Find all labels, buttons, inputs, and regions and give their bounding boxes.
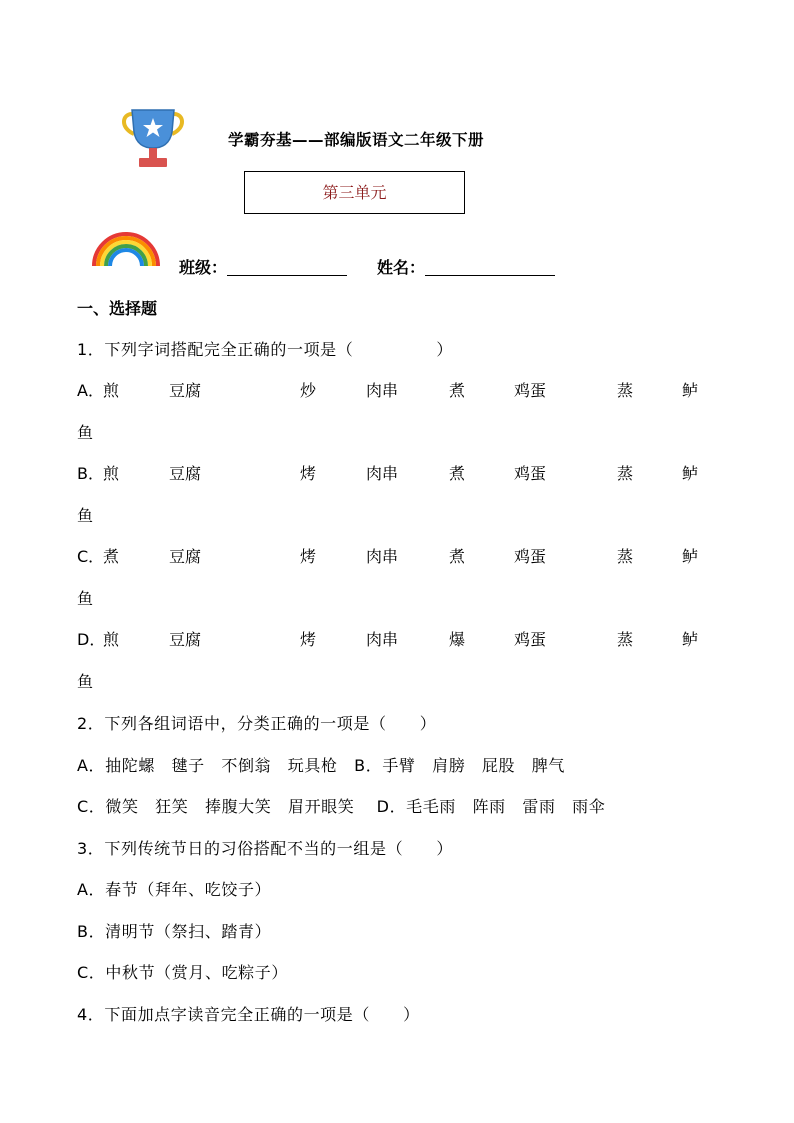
q3-option-a: A．春节（拜年、吃饺子）: [77, 880, 272, 899]
option-word: 煎: [103, 381, 120, 400]
q1-option-c: [77, 544, 777, 564]
option-prefix: A．: [77, 381, 104, 400]
q1-stem: 1．下列字词搭配完全正确的一项是（ ）: [77, 340, 453, 359]
option-prefix: C．: [77, 547, 105, 566]
option-word: 鸡蛋: [514, 381, 547, 400]
class-blank[interactable]: [227, 259, 347, 276]
q3-stem: 3．下列传统节日的习俗搭配不当的一组是（ ）: [77, 839, 453, 858]
q1-option-b-wrap: 鱼: [77, 506, 94, 525]
option-word: 豆腐: [169, 630, 202, 649]
option-word: 蒸: [617, 630, 634, 649]
option-word: 鲈: [682, 547, 699, 566]
option-word: 豆腐: [169, 464, 202, 483]
q1-option-b: [77, 461, 777, 481]
option-word: 爆: [449, 630, 466, 649]
q1-option-c-wrap: 鱼: [77, 589, 94, 608]
option-prefix: D．: [77, 630, 106, 649]
option-word: 豆腐: [169, 547, 202, 566]
option-word: 烤: [300, 464, 317, 483]
option-word: 豆腐: [169, 381, 202, 400]
q3-option-b: B．清明节（祭扫、踏青）: [77, 922, 272, 941]
option-word: 蒸: [617, 547, 634, 566]
option-word: 煮: [103, 547, 120, 566]
option-word: 肉串: [366, 464, 399, 483]
option-word: 烤: [300, 547, 317, 566]
q1-option-a-wrap: 鱼: [77, 423, 94, 442]
option-word: 煮: [449, 464, 466, 483]
q2-stem: 2．下列各组词语中，分类正确的一项是（ ）: [77, 714, 437, 733]
option-word: 煮: [449, 381, 466, 400]
rainbow-icon: [90, 228, 162, 268]
q1-option-d: [77, 627, 777, 647]
q4-stem: 4．下面加点字读音完全正确的一项是（ ）: [77, 1005, 420, 1024]
q2-options-line2: C．微笑 狂笑 捧腹大笑 眉开眼笑 D．毛毛雨 阵雨 雷雨 雨伞: [77, 797, 606, 816]
name-blank[interactable]: [425, 259, 555, 276]
option-prefix: B．: [77, 464, 104, 483]
option-word: 蒸: [617, 381, 634, 400]
option-word: 鸡蛋: [514, 630, 547, 649]
q2-options-line1: A．抽陀螺 毽子 不倒翁 玩具枪 B．手臂 肩膀 屁股 脾气: [77, 756, 565, 775]
option-word: 煎: [103, 630, 120, 649]
unit-label-box: 第三单元: [244, 171, 465, 214]
student-info-row: [179, 255, 555, 278]
option-word: 鲈: [682, 630, 699, 649]
option-word: 炒: [300, 381, 317, 400]
q1-option-a: [77, 378, 777, 398]
class-label: 班级：: [179, 258, 228, 277]
option-word: 烤: [300, 630, 317, 649]
trophy-icon: [120, 108, 186, 170]
worksheet-title: 学霸夯基——部编版语文二年级下册: [228, 131, 485, 149]
option-word: 肉串: [366, 547, 399, 566]
option-word: 蒸: [617, 464, 634, 483]
q3-option-c: C．中秋节（赏月、吃粽子）: [77, 963, 288, 982]
section-heading: 一、选择题: [77, 299, 158, 318]
option-word: 肉串: [366, 381, 399, 400]
option-word: 煎: [103, 464, 120, 483]
option-word: 鲈: [682, 464, 699, 483]
option-word: 鸡蛋: [514, 464, 547, 483]
name-label: 姓名：: [377, 258, 426, 277]
option-word: 鲈: [682, 381, 699, 400]
q1-option-d-wrap: 鱼: [77, 672, 94, 691]
option-word: 鸡蛋: [514, 547, 547, 566]
option-word: 煮: [449, 547, 466, 566]
option-word: 肉串: [366, 630, 399, 649]
